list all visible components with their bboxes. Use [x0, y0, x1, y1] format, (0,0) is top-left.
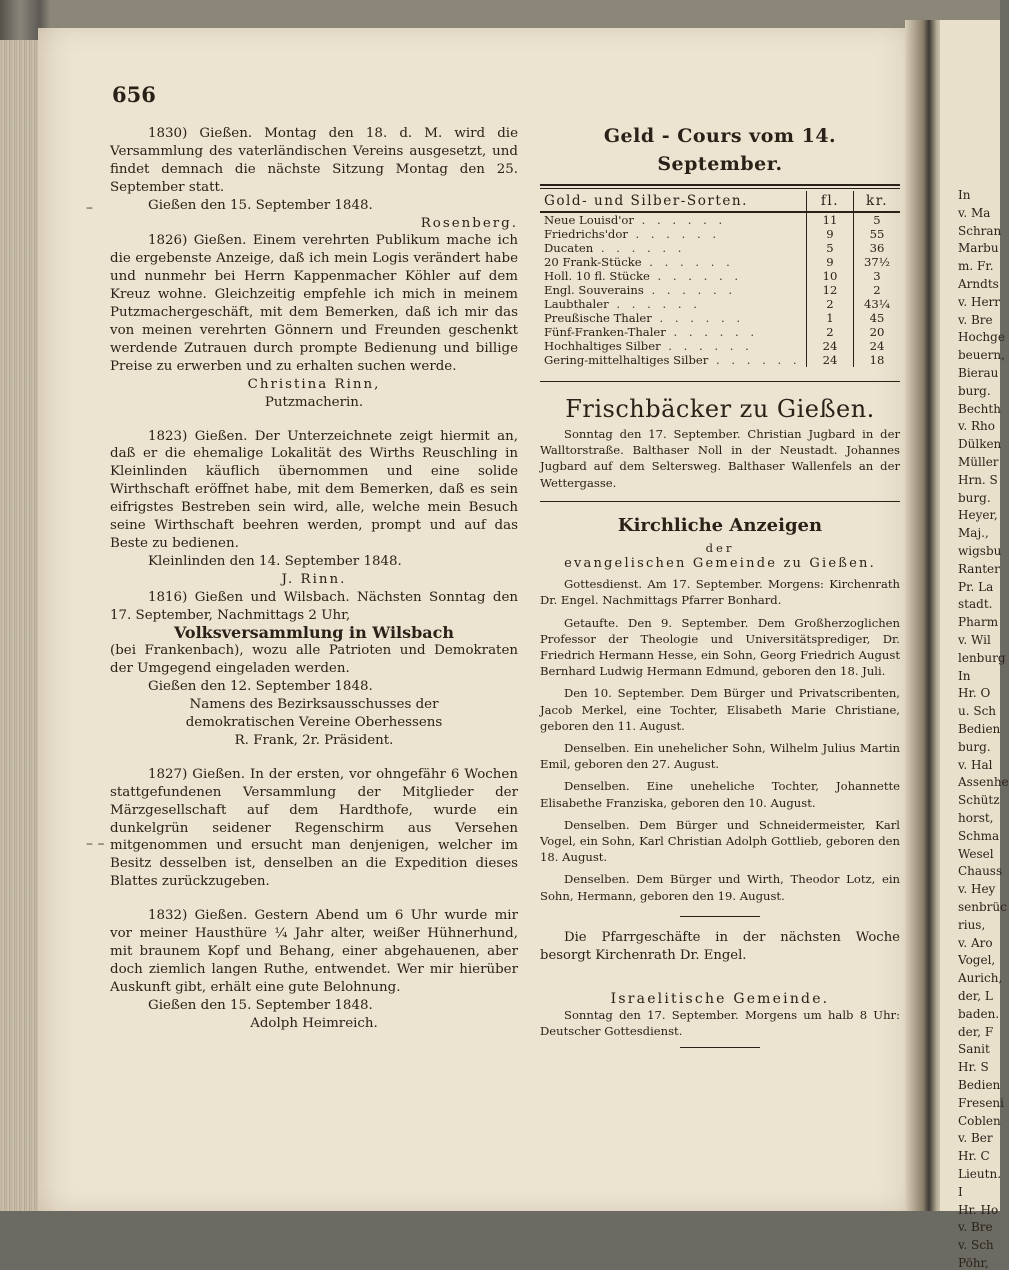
kr-value: 2: [854, 283, 901, 297]
notice-paragraph: Adolph Heimreich.: [250, 1015, 378, 1031]
leader-dots: . . . . . .: [708, 353, 801, 367]
church-title: Kirchliche Anzeigen: [617, 514, 823, 536]
kr-value: 3: [854, 269, 901, 283]
next-page-line: Hr. C: [958, 1149, 990, 1164]
exchange-header-row: [540, 191, 900, 212]
next-page-line: Marbu: [958, 241, 999, 256]
next-page-line: Sanit: [958, 1042, 990, 1057]
exchange-row: [540, 339, 900, 353]
right-column: [540, 122, 900, 1060]
fl-value: 9: [807, 255, 854, 269]
coin-name: [540, 212, 807, 227]
exchange-row: [540, 241, 900, 255]
next-page-line: Bechth: [958, 401, 1001, 416]
next-page-line: Schran: [958, 223, 1002, 238]
church-entry: Denselben. Ein unehelicher Sohn, Wilhelm Julius Martin Emil, geboren den 27. August.: [540, 741, 900, 772]
next-page-line: v. Rho: [958, 419, 995, 434]
coin-name-text: 20 Frank-Stücke: [544, 255, 642, 269]
coin-name: [540, 297, 807, 311]
next-page-line: horst,: [958, 811, 994, 825]
next-page-line: Heyer,: [958, 508, 998, 523]
coin-name-text: Engl. Souverains: [544, 283, 644, 297]
church-der: der: [705, 540, 735, 555]
coin-name-text: Laubthaler: [544, 297, 609, 311]
next-page-line: v. Ber: [958, 1131, 993, 1146]
next-page-line: v. Sch: [958, 1238, 994, 1253]
coin-name: [540, 325, 807, 339]
next-page-line: burg.: [958, 383, 991, 398]
next-page-line: I: [958, 1184, 963, 1199]
notice-paragraph: Gießen den 15. September 1848.: [148, 197, 373, 213]
leader-dots: . . . . . .: [649, 269, 743, 283]
short-rule: [680, 1047, 760, 1048]
exchange-table: [540, 191, 900, 367]
notice-paragraph: 1827) Gießen. In der ersten, vor ohngefähr 6 Wochen stattgefundenen Versammlung der Mitglieder der Märzgesellschaft auf dem Hardthofe, wurde ein dunkelgrün seidener Regenschirm aus Versehen mitgenommen und ersucht man denjenigen, welcher im Besitz desselben ist, denselben an die Expedition dieses Blattes zurückzugeben.: [110, 766, 518, 890]
next-page-line: Pharm: [958, 615, 999, 630]
next-page-line: Coblen: [958, 1113, 1001, 1128]
next-page-line: burg.: [958, 739, 991, 754]
fl-value: 12: [807, 283, 854, 297]
next-page-line: Schütz: [958, 793, 1000, 808]
next-page-line: Vogel,: [958, 953, 996, 968]
exchange-row: [540, 311, 900, 325]
notice-paragraph: (bei Frankenbach), wozu alle Patrioten und Demokraten der Umgegend eingeladen werden.: [110, 643, 518, 677]
church-entry: Denselben. Dem Bürger und Schneidermeister, Karl Vogel, ein Sohn, Karl Christian Adolph Gottlieb, geboren den 18. August.: [540, 817, 900, 865]
next-page-line: burg.: [958, 490, 991, 505]
next-page-line: v. Aro: [958, 935, 993, 950]
leader-dots: . . . . . .: [627, 227, 721, 241]
book-gutter: [905, 20, 945, 1211]
next-page-line: v. Bre: [958, 1220, 993, 1235]
notice-paragraph: Namens des Bezirksausschusses der: [189, 697, 439, 713]
leader-dots: . . . . . .: [593, 241, 686, 255]
church-entry: Gottesdienst. Am 17. September. Morgens: Kirchenrath Dr. Engel. Nachmittags Pfarrer Bonhard.: [540, 577, 900, 608]
kr-value: 24: [854, 339, 901, 353]
church-entry: Den 10. September. Dem Bürger und Privatscribenten, Jacob Merkel, eine Tochter, Elisabeth Marie Christiane, geboren den 11. August.: [540, 686, 900, 733]
leader-dots: . . . . . .: [660, 339, 753, 353]
bakers-title: Frischbäcker zu Gießen.: [565, 395, 875, 423]
next-page-line: Hr. Ho: [958, 1202, 999, 1217]
exchange-row: [540, 255, 900, 269]
coin-name: [540, 227, 807, 241]
exchange-row: [540, 212, 900, 227]
exchange-row: [540, 269, 900, 283]
next-page-line: rius,: [958, 917, 986, 932]
kr-value: 55: [854, 227, 901, 241]
exchange-row: [540, 297, 900, 311]
leader-dots: . . . . . .: [633, 213, 727, 227]
section-rule: [540, 381, 900, 382]
next-page-fragment: [940, 20, 1009, 1270]
exchange-row: [540, 283, 900, 297]
notice-paragraph: Christina Rinn,: [247, 376, 381, 392]
next-page-line: stadt.: [958, 597, 993, 612]
exchange-title: Geld - Cours vom 14. September.: [603, 125, 837, 175]
coin-name-text: Friedrichs'dor: [544, 227, 628, 241]
next-page-line: der, L: [958, 989, 993, 1003]
coin-name: [540, 241, 807, 255]
next-page-line: Pöhr,: [958, 1256, 989, 1270]
next-page-line: In: [958, 188, 971, 202]
bakers-text: Sonntag den 17. September. Christian Jugbard in der Walltorstraße. Balthaser Noll in der Neustadt. Johannes Jugbard auf dem Seltersweg. Balthaser Wallenfels an der Wettergasse.: [540, 427, 900, 490]
kr-value: 36: [854, 241, 901, 255]
next-page-line: Schma: [958, 828, 1000, 843]
coin-name-text: Fünf-Franken-Thaler: [544, 325, 666, 339]
section-rule: [540, 501, 900, 502]
next-page-line: Ranter: [958, 561, 1000, 576]
next-page-line: Lieutn.: [958, 1167, 1002, 1181]
kr-value: 45: [854, 311, 901, 325]
left-column: [110, 125, 518, 1033]
fl-value: 9: [807, 227, 854, 241]
fl-value: 5: [807, 241, 854, 255]
spacer: [110, 412, 518, 428]
notice-paragraph: 1826) Gießen. Einem verehrten Publikum mache ich die ergebenste Anzeige, daß ich mein Logis verändert habe und nunmehr bei Herrn Kappenmacher Köhler auf dem Kreuz wohne. Gleichzeitig empfehle ich mich in meinem Putzmachergeschäft, mit dem Bemerken, daß ich mir das von meinen verehrten Gönnern und Freunden geschenkt werdende Zutrauen durch prompte Bedienung und billige Preise zu erwerben und zu erhalten suchen werde.: [110, 233, 518, 374]
leader-dots: . . . . . .: [643, 283, 737, 297]
coin-name: [540, 283, 807, 297]
notice-paragraph: Kleinlinden den 14. September 1848.: [148, 553, 402, 569]
spacer: [110, 750, 518, 766]
church-note: Die Pfarrgeschäfte in der nächsten Woche besorgt Kirchenrath Dr. Engel.: [540, 929, 900, 963]
next-page-line: u. Sch: [958, 704, 997, 719]
next-page-line: lenburg: [958, 650, 1006, 665]
exchange-row: [540, 227, 900, 241]
fl-value: 2: [807, 325, 854, 339]
notice-paragraph: J. Rinn.: [281, 571, 347, 587]
next-page-line: Bierau: [958, 366, 999, 380]
coins-header: Gold- und Silber-Sorten.: [540, 191, 807, 212]
double-rule: [540, 184, 900, 189]
fl-value: 24: [807, 353, 854, 367]
notice-paragraph: 1823) Gießen. Der Unterzeichnete zeigt hiermit an, daß er die ehemalige Lokalität des Wirths Reuschling in Kleinlinden käuflich übernommen und eine solide Wirthschaft eröffnet habe, mit dem Bemerken, daß es sein eifrigstes Bestreben sein wird, alle, welche mein Besuch seine Wirthschaft beehren werden, prompt und auf das Beste zu bedienen.: [110, 428, 518, 551]
next-page-line: baden.: [958, 1006, 1000, 1021]
fl-value: 24: [807, 339, 854, 353]
leader-dots: . . . . . .: [651, 311, 745, 325]
spacer: [110, 891, 518, 907]
kr-value: 43¼: [854, 297, 901, 311]
leader-dots: . . . . . .: [641, 255, 734, 269]
next-page-line: der, F: [958, 1024, 994, 1039]
coin-name-text: Gering-mittelhaltiges Silber: [544, 353, 709, 367]
kr-value: 5: [854, 212, 901, 227]
fl-value: 1: [807, 311, 854, 325]
notice-paragraph: 1832) Gießen. Gestern Abend um 6 Uhr wurde mir vor meiner Hausthüre ¼ Jahr alter, weißer Hühnerhund, mit braunem Kopf und Behang, einer abgehauenen, aber doch ziemlich langen Ruthe, entwendet. Wer mir hierüber Auskunft gibt, erhält eine gute Belohnung.: [110, 908, 518, 995]
fl-value: 11: [807, 212, 854, 227]
church-entry: Denselben. Eine uneheliche Tochter, Johannette Elisabethe Franziska, geboren den 10. August.: [540, 779, 900, 810]
coin-name: [540, 353, 807, 367]
notice-paragraph: R. Frank, 2r. Präsident.: [234, 732, 394, 748]
next-page-line: Freseni: [958, 1095, 1004, 1110]
page-number: 656: [112, 82, 156, 107]
coin-name: [540, 269, 807, 283]
next-page-line: v. Wil: [958, 633, 991, 647]
next-page-line: Hr. S: [958, 1060, 989, 1075]
next-page-line: Chauss: [958, 864, 1003, 879]
coin-name-text: Preußische Thaler: [544, 311, 652, 325]
notice-paragraph: Gießen den 15. September 1848.: [148, 997, 373, 1013]
notice-paragraph: Volksversammlung in Wilsbach: [173, 623, 455, 643]
exchange-row: [540, 325, 900, 339]
exchange-row: [540, 353, 900, 367]
kr-header: kr.: [854, 191, 901, 212]
fl-value: 2: [807, 297, 854, 311]
next-page-line: m. Fr.: [958, 259, 994, 274]
leader-dots: . . . . . .: [665, 325, 759, 339]
kr-value: 20: [854, 325, 901, 339]
next-page-line: Bedien: [958, 1078, 1001, 1092]
next-page-line: v. Herr: [958, 294, 1001, 309]
fl-value: 10: [807, 269, 854, 283]
coin-name-text: Neue Louisd'or: [544, 213, 634, 227]
next-page-line: senbrüc: [958, 900, 1007, 914]
next-page-line: Dülken: [958, 437, 1002, 452]
israelite-text: Sonntag den 17. September. Morgens um halb 8 Uhr: Deutscher Gottesdienst.: [540, 1008, 900, 1039]
next-page-line: Maj.,: [958, 526, 989, 541]
notice-paragraph: Gießen den 12. September 1848.: [148, 679, 373, 695]
leader-dots: . . . . . .: [608, 297, 701, 311]
next-page-line: Aurich,: [958, 971, 1003, 986]
coin-name-text: Holl. 10 fl. Stücke: [544, 269, 650, 283]
next-page-line: Wesel: [958, 846, 994, 861]
page-stack-edge: [0, 40, 40, 1211]
next-page-line: Arndts: [958, 277, 999, 291]
coin-name-text: Ducaten: [544, 241, 594, 255]
next-page-line: v. Ma: [958, 205, 991, 220]
next-page-line: Assenhe: [958, 775, 1009, 790]
notice-paragraph: Rosenberg.: [420, 215, 518, 231]
next-page-line: Hrn. S: [958, 472, 998, 487]
notice-paragraph: Putzmacherin.: [264, 394, 364, 410]
coin-name: [540, 311, 807, 325]
next-page-line: Müller: [958, 455, 999, 469]
church-entry: Denselben. Dem Bürger und Wirth, Theodor Lotz, ein Sohn, Hermann, geboren den 19. August.: [540, 872, 900, 903]
next-page-line: v. Hey: [958, 882, 996, 897]
next-page-line: Hr. O: [958, 686, 991, 701]
coin-name: [540, 339, 807, 353]
kr-value: 37½: [854, 255, 901, 269]
next-page-line: Bedien: [958, 722, 1001, 736]
notice-paragraph: 1816) Gießen und Wilsbach. Nächsten Sonntag den 17. September, Nachmittags 2 Uhr,: [110, 589, 518, 623]
margin-mark: – –: [86, 836, 105, 852]
church-subtitle: evangelischen Gemeinde zu Gießen.: [564, 556, 876, 572]
kr-value: 18: [854, 353, 901, 367]
next-page-line: v. Hal: [958, 757, 993, 772]
next-page-line: v. Bre: [958, 312, 993, 327]
next-page-line: Hochge: [958, 330, 1005, 345]
short-rule: [680, 916, 760, 917]
coin-name: [540, 255, 807, 269]
next-page-line: beuern,: [958, 348, 1005, 363]
margin-mark: –: [86, 200, 93, 216]
coin-name-text: Hochhaltiges Silber: [544, 339, 661, 353]
church-entry: Getaufte. Den 9. September. Dem Großherzoglichen Professor der Theologie und Universitätsprediger, Dr. Friedrich Hermann Hesse, ein Sohn, Georg Friedrich August Bernhard Ludwig Hermann Edmund, geboren den 18. Juli.: [540, 615, 900, 679]
fl-header: fl.: [807, 191, 854, 212]
notice-paragraph: demokratischen Vereine Oberhessens: [185, 715, 443, 730]
next-page-line: wigsbu: [958, 544, 1002, 558]
next-page-line: Pr. La: [958, 579, 994, 594]
notice-paragraph: 1830) Gießen. Montag den 18. d. M. wird die Versammlung des vaterländischen Vereins ausgesetzt, und findet demnach die nächste Sitzung Montag den 25. September statt.: [110, 126, 518, 195]
israelite-title: Israelitische Gemeinde.: [610, 990, 830, 1007]
next-page-line: In: [958, 668, 971, 683]
